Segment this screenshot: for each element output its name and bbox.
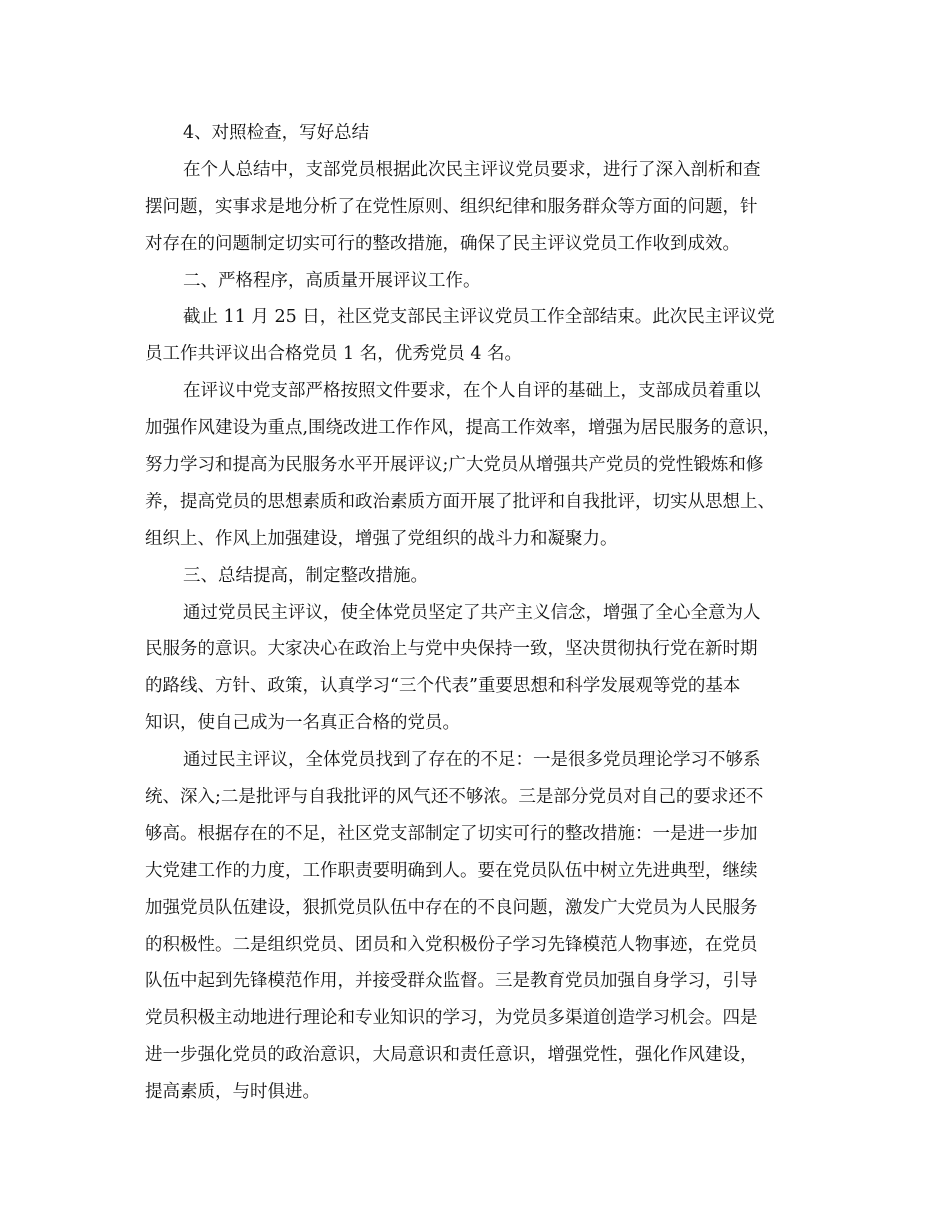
paragraph-line: 在个人总结中，支部党员根据此次民主评议党员要求，进行了深入剖析和查 bbox=[183, 159, 761, 180]
section-heading-3: 三、总结提高，制定整改措施。 bbox=[183, 565, 428, 586]
paragraph-line: 通过民主评议，全体党员找到了存在的不足：一是很多党员理论学习不够系 bbox=[183, 750, 761, 771]
paragraph-line: 对存在的问题制定切实可行的整改措施，确保了民主评议党员工作收到成效。 bbox=[145, 233, 740, 254]
paragraph-line: 加强党员队伍建设，狠抓党员队伍中存在的不良问题，激发广大党员为人民服务 bbox=[145, 897, 758, 918]
section-heading-2: 二、严格程序，高质量开展评议工作。 bbox=[183, 270, 481, 291]
paragraph-line: 大党建工作的力度，工作职责要明确到人。要在党员队伍中树立先进典型，继续 bbox=[145, 860, 758, 881]
paragraph-line: 队伍中起到先锋模范作用，并接受群众监督。三是教育党员加强自身学习，引导 bbox=[145, 971, 758, 992]
paragraph-line: 进一步强化党员的政治意识，大局意识和责任意识，增强党性，强化作风建设， bbox=[145, 1045, 758, 1066]
paragraph-line: 摆问题，实事求是地分析了在党性原则、组织纪律和服务群众等方面的问题，针 bbox=[145, 196, 758, 217]
paragraph-line: 的积极性。二是组织党员、团员和入党积极份子学习先锋模范人物事迹，在党员 bbox=[145, 934, 758, 955]
paragraph-line: 养，提高党员的思想素质和政治素质方面开展了批评和自我批评，切实从思想上、 bbox=[145, 491, 775, 512]
paragraph-line: 知识，使自己成为一名真正合格的党员。 bbox=[145, 713, 460, 734]
paragraph-line: 提高素质，与时俱进。 bbox=[145, 1082, 320, 1103]
paragraph-line: 统、深入;二是批评与自我批评的风气还不够浓。三是部分党员对自己的要求还不 bbox=[145, 787, 764, 808]
paragraph-line: 组织上、作风上加强建设，增强了党组织的战斗力和凝聚力。 bbox=[145, 528, 618, 549]
section-heading-4: 4、对照检查，写好总结 bbox=[183, 123, 370, 143]
paragraph-line: 的路线、方针、政策，认真学习“三个代表”重要思想和科学发展观等党的基本 bbox=[145, 676, 741, 697]
paragraph-line: 截止 11 月 25 日，社区党支部民主评议党员工作全部结束。此次民主评议党 bbox=[183, 307, 775, 328]
document-body bbox=[145, 115, 805, 1111]
paragraph-line: 民服务的意识。大家决心在政治上与党中央保持一致，坚决贯彻执行党在新时期 bbox=[145, 639, 758, 660]
paragraph-line: 通过党员民主评议，使全体党员坚定了共产主义信念，增强了全心全意为人 bbox=[183, 602, 761, 623]
paragraph-line: 努力学习和提高为民服务水平开展评议;广大党员从增强共产党员的党性锻炼和修 bbox=[145, 455, 764, 476]
paragraph-line: 员工作共评议出合格党员 1 名，优秀党员 4 名。 bbox=[145, 344, 523, 365]
paragraph-line: 在评议中党支部严格按照文件要求，在个人自评的基础上，支部成员着重以 bbox=[183, 381, 761, 402]
paragraph-line: 加强作风建设为重点,围绕改进工作作风，提高工作效率，增强为居民服务的意识， bbox=[145, 418, 781, 439]
paragraph-line: 够高。根据存在的不足，社区党支部制定了切实可行的整改措施：一是进一步加 bbox=[145, 823, 758, 844]
paragraph-line: 党员积极主动地进行理论和专业知识的学习，为党员多渠道创造学习机会。四是 bbox=[145, 1008, 758, 1029]
